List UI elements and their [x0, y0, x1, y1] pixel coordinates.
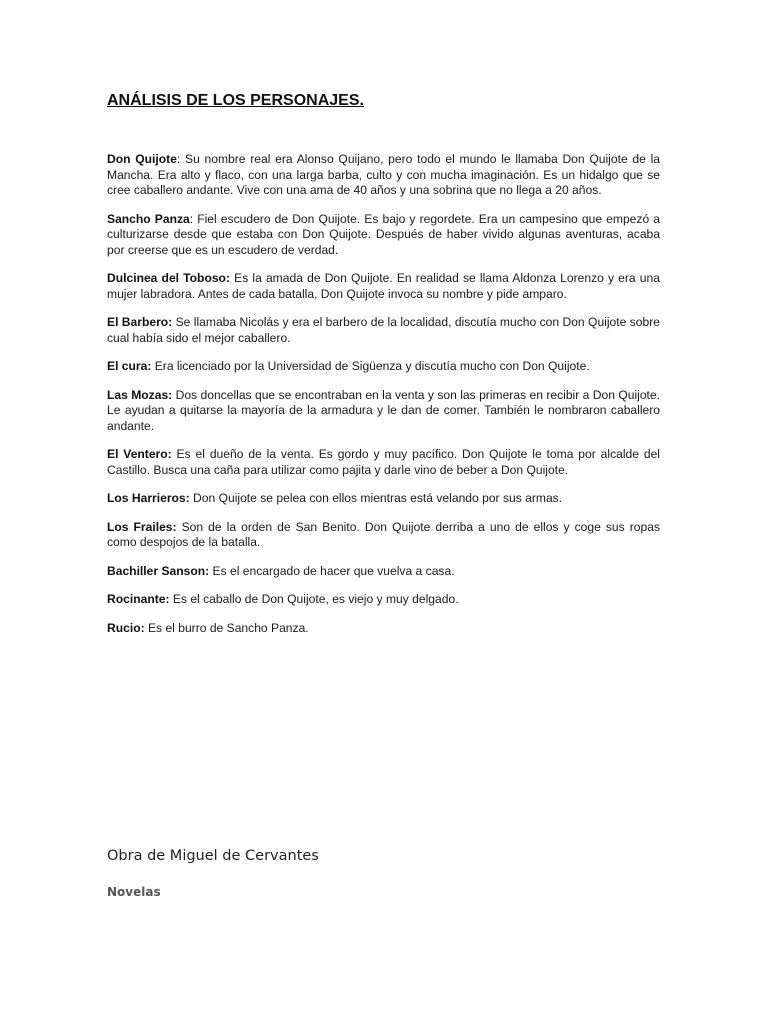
character-description: Es el dueño de la venta. Es gordo y muy pacífico. Don Quijote le toma por alcalde del Castillo. Busca una caña para utilizar como pajita y darle vino de beber a Don Quijote. [107, 447, 660, 477]
character-list [107, 152, 660, 649]
character-name-separator: : [176, 152, 181, 166]
character-entry [107, 315, 660, 346]
character-entry [107, 271, 660, 302]
character-description: Don Quijote se pelea con ellos mientras está velando por sus armas. [189, 491, 563, 505]
character-name: Los Frailes: [107, 519, 177, 534]
character-entry [107, 621, 660, 637]
character-entry [107, 447, 660, 478]
document-title-suffix: . [359, 92, 364, 109]
character-description: Es el burro de Sancho Panza. [144, 620, 309, 635]
character-description: Es la amada de Don Quijote. En realidad se llama Aldonza Lorenzo y era una mujer labradora. Antes de cada batalla, Don Quijote invoca su nombre y pide amparo. [107, 271, 660, 301]
document-title-text: ANÁLISIS DE LOS PERSONAJES [107, 92, 360, 109]
character-name: Rocinante: [107, 592, 170, 606]
document-title [107, 92, 364, 110]
character-entry [107, 491, 660, 507]
character-name: Don Quijote [107, 152, 177, 166]
character-name: Los Harrieros: [107, 491, 190, 505]
character-entry [107, 359, 660, 375]
character-description: Dos doncellas que se encontraban en la venta y son las primeras en recibir a Don Quijote. Le ayudan a quitarse la mayoría de la armadura y le dan de comer. También le nombraron caballero andante. [107, 387, 660, 433]
character-description: Son de la orden de San Benito. Don Quijote derriba a uno de ellos y coge sus ropas como despojos de la batalla. [107, 519, 660, 549]
character-entry [107, 152, 660, 199]
character-name-separator: : [189, 211, 194, 226]
character-name: Dulcinea del Toboso: [107, 271, 230, 285]
character-name: El Barbero: [107, 315, 173, 329]
footer-subheading: Novelas [107, 885, 161, 899]
character-description: Era licenciado por la Universidad de Sigüenza y discutía mucho con Don Quijote. [151, 359, 590, 373]
character-description: Es el encargado de hacer que vuelva a casa. [209, 563, 455, 578]
character-entry [107, 212, 660, 259]
character-name: Las Mozas: [107, 387, 173, 402]
character-entry [107, 520, 660, 551]
character-name: El Ventero: [107, 447, 172, 461]
character-description: Es el caballo de Don Quijote, es viejo y muy delgado. [169, 592, 459, 606]
character-name: Sancho Panza [107, 211, 190, 226]
character-description: Su nombre real era Alonso Quijano, pero todo el mundo le llamaba Don Quijote de la Mancha. Era alto y flaco, con una larga barba, culto y con mucha imaginación. Es un hidalgo que se cree caballero andante. Vive con una ama de 40 años y una sobrina que no llega a 20 años. [107, 152, 661, 197]
footer-heading: Obra de Miguel de Cervantes [107, 848, 319, 864]
character-name: El cura: [107, 359, 152, 373]
character-name: Rucio: [107, 620, 145, 635]
character-entry [107, 564, 660, 580]
character-description: Fiel escudero de Don Quijote. Es bajo y regordete. Era un campesino que empezó a culturizarse desde que estaba con Don Quijote. Después de haber vivido algunas aventuras, acaba por creerse que es un escudero de verdad. [107, 211, 660, 257]
character-description: Se llamaba Nicolás y era el barbero de la localidad, discutía mucho con Don Quijote sobre cual había sido el mejor caballero. [107, 315, 660, 345]
character-entry [107, 388, 660, 435]
character-entry [107, 592, 660, 608]
character-name: Bachiller Sanson: [107, 563, 210, 578]
